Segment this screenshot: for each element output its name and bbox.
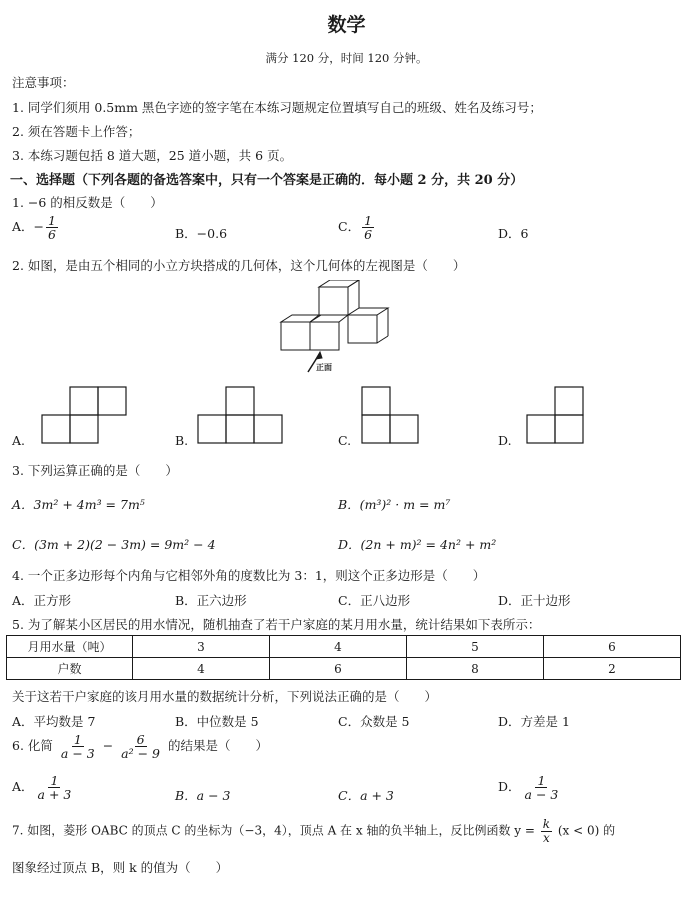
stem-text: 6. 化简 bbox=[12, 738, 53, 754]
note-item: 1. 同学们须用 0.5mm 黑色字迹的签字笔在本练习题规定位置填写自己的班级、姓名及练习号； bbox=[12, 100, 542, 115]
table-cell: 4 bbox=[270, 636, 407, 658]
q4-option-c: C．正八边形 bbox=[338, 593, 411, 608]
water-usage-table bbox=[6, 635, 681, 680]
question-5-stem: 5. 为了解某小区居民的用水情况，随机抽查了若干户家庭的某月用水量，统计结果如下表所示： bbox=[12, 617, 541, 632]
q3-option-a: A．3m² + 4m³ = 7m⁵ bbox=[12, 497, 145, 512]
q1-option-a bbox=[12, 214, 60, 241]
table-cell: 4 bbox=[133, 658, 270, 680]
numerator: 6 bbox=[136, 732, 145, 747]
denominator: a − 3 bbox=[60, 746, 95, 762]
question-4-stem: 4. 一个正多边形每个内角与它相邻外角的度数比为 3：1，则这个正多边形是（ ） bbox=[12, 568, 486, 583]
fraction bbox=[59, 733, 97, 760]
table-cell: 6 bbox=[544, 636, 681, 658]
q4-option-b: B．正六边形 bbox=[175, 593, 247, 608]
question-6-stem bbox=[12, 733, 268, 760]
table-row bbox=[7, 658, 681, 680]
q6-option-b: B．a − 3 bbox=[175, 788, 231, 803]
question-7-line2: 图象经过顶点 B，则 k 的值为（ ） bbox=[12, 860, 229, 875]
fraction bbox=[362, 214, 374, 241]
fraction bbox=[523, 774, 561, 801]
denominator: a + 3 bbox=[37, 787, 72, 803]
stem-text: (x < 0) 的 bbox=[557, 823, 616, 838]
table-cell: 6 bbox=[270, 658, 407, 680]
cube-solid-figure bbox=[276, 280, 391, 380]
numerator: 1 bbox=[364, 213, 373, 228]
arrow-label: 正面 bbox=[316, 362, 332, 372]
page-title: 数学 bbox=[327, 14, 366, 36]
numerator: 1 bbox=[73, 732, 82, 747]
q2-option-c-label: C. bbox=[338, 433, 352, 448]
fraction bbox=[541, 818, 552, 844]
question-1-stem: 1. −6 的相反数是（ ） bbox=[12, 195, 163, 210]
table-cell: 3 bbox=[133, 636, 270, 658]
option-label: D． bbox=[498, 779, 521, 795]
numerator: 1 bbox=[537, 773, 546, 788]
question-5-followup: 关于这若干户家庭的该月用水量的数据统计分析，下列说法正确的是（ ） bbox=[12, 689, 438, 704]
table-header-cell: 月用水量（吨） bbox=[7, 636, 133, 658]
q2-option-b-label: B. bbox=[175, 433, 189, 448]
exam-info: 满分 120 分，时间 120 分钟。 bbox=[265, 51, 428, 65]
q2-option-a-label: A. bbox=[12, 433, 26, 448]
q1-option-b: B．−0.6 bbox=[175, 226, 228, 241]
fraction bbox=[36, 774, 74, 801]
denominator: a² − 9 bbox=[121, 746, 161, 762]
stem-text: 7. 如图，菱形 OABC 的顶点 C 的坐标为（−3，4），顶点 A 在 x 轴的负半轴上，反比例函数 y = bbox=[12, 823, 535, 838]
q6-option-c: C．a + 3 bbox=[338, 788, 394, 803]
question-7-stem bbox=[12, 818, 615, 844]
q3-option-c: C．(3m + 2)(2 − 3m) = 9m² − 4 bbox=[12, 537, 216, 552]
table-row bbox=[7, 636, 681, 658]
q5-option-d: D．方差是 1 bbox=[498, 714, 570, 729]
minus-sign: − bbox=[102, 738, 114, 754]
denominator: x bbox=[543, 830, 550, 845]
q6-option-d bbox=[498, 774, 562, 801]
q2-option-d-view bbox=[525, 385, 587, 445]
q4-option-a: A．正方形 bbox=[12, 593, 72, 608]
q3-option-b: B．(m³)² · m = m⁷ bbox=[338, 497, 451, 512]
note-item: 3. 本练习题包括 8 道大题，25 道小题，共 6 页。 bbox=[12, 148, 293, 163]
q4-option-d: D．正十边形 bbox=[498, 593, 571, 608]
stem-text: 的结果是（ ） bbox=[168, 738, 269, 754]
option-label: A．− bbox=[12, 219, 45, 235]
table-cell: 2 bbox=[544, 658, 681, 680]
denominator: a − 3 bbox=[524, 787, 559, 803]
notes-heading: 注意事项： bbox=[12, 75, 75, 90]
q5-option-a: A．平均数是 7 bbox=[12, 714, 96, 729]
q5-option-c: C．众数是 5 bbox=[338, 714, 410, 729]
q3-option-d: D．(2n + m)² = 4n² + m² bbox=[338, 537, 497, 552]
note-item: 2. 须在答题卡上作答； bbox=[12, 124, 141, 139]
denominator: 6 bbox=[48, 227, 56, 243]
table-header-cell: 户数 bbox=[7, 658, 133, 680]
question-3-stem: 3. 下列运算正确的是（ ） bbox=[12, 463, 178, 478]
q2-option-d-label: D. bbox=[498, 433, 512, 448]
fraction bbox=[119, 733, 162, 760]
denominator: 6 bbox=[364, 227, 373, 243]
q2-option-c-view bbox=[360, 385, 422, 445]
q5-option-b: B．中位数是 5 bbox=[175, 714, 259, 729]
section-heading: 一、选择题（下列各题的备选答案中，只有一个答案是正确的．每小题 2 分，共 20 分） bbox=[10, 173, 524, 188]
option-label: C． bbox=[338, 219, 361, 235]
q2-option-b-view bbox=[196, 385, 286, 445]
fraction bbox=[46, 214, 58, 241]
table-cell: 5 bbox=[407, 636, 544, 658]
numerator: 1 bbox=[48, 213, 56, 228]
q1-option-d: D．6 bbox=[498, 226, 529, 241]
table-cell: 8 bbox=[407, 658, 544, 680]
numerator: 1 bbox=[50, 773, 59, 788]
q1-option-c bbox=[338, 214, 376, 241]
question-2-stem: 2. 如图，是由五个相同的小立方块搭成的几何体，这个几何体的左视图是（ ） bbox=[12, 258, 466, 273]
q6-option-a bbox=[12, 774, 75, 801]
option-label: A． bbox=[12, 779, 34, 795]
q2-option-a-view bbox=[40, 385, 130, 445]
numerator: k bbox=[542, 817, 551, 831]
